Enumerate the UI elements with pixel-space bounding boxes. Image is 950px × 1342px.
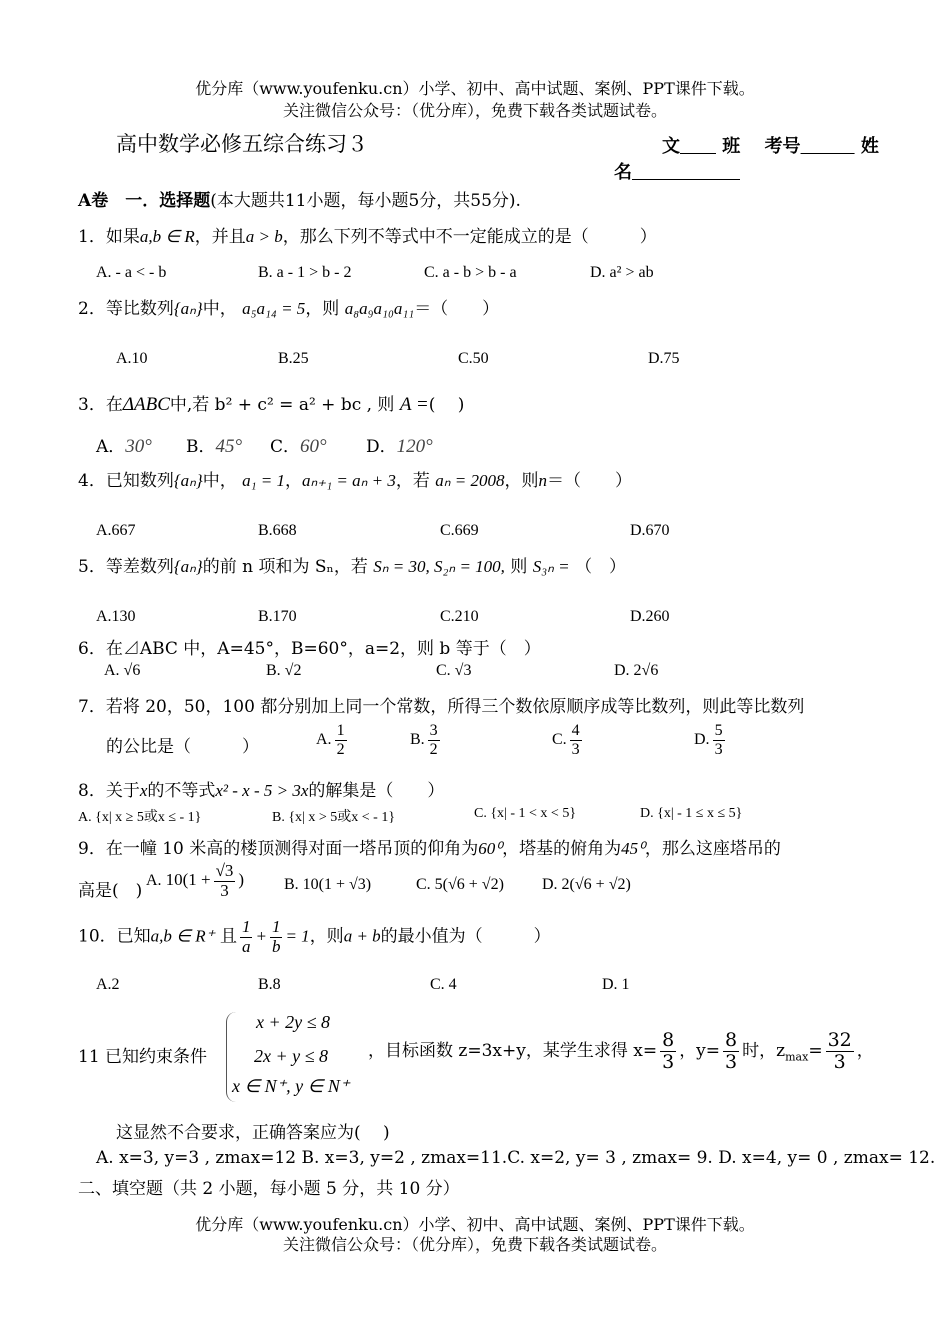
question-1 [78, 222, 657, 247]
q5-math: S₃ₙ = [532, 557, 570, 576]
q7-frac-num: 1 [336, 722, 345, 739]
q1-option-d: D. a² > ab [590, 264, 654, 281]
q3-option-d [366, 432, 433, 458]
q2-math: a₈a₉a₁₀a₁₁ [344, 299, 415, 318]
q11-stem: = [808, 1040, 823, 1061]
q9-option-label: A. [146, 871, 162, 889]
q4-stem: 4．已知数列 [78, 471, 174, 491]
header-line-1: 优分库（www.youfenku.cn）小学、初中、高中试题、案例、PPT课件下载。 [195, 79, 755, 98]
question-8 [78, 776, 444, 801]
q7-option-label: D. [694, 730, 710, 748]
q8-stem: 的解集是（ ） [308, 781, 445, 801]
q7-option-b [410, 722, 443, 758]
info-ban: 班 [722, 136, 741, 157]
q9-option-a [146, 862, 244, 900]
q3-option-a [96, 432, 152, 458]
q10-frac-num: 1 [271, 917, 281, 936]
q10-option-b: B.8 [258, 976, 281, 993]
question-6: 6．在⊿ABC 中，A=45°，B=60°，a=2，则 b 等于（ ） [78, 639, 541, 659]
q5-stem: 则 [510, 557, 528, 577]
q3-math: A = [399, 394, 429, 415]
q8-stem: 8．关于 [78, 781, 140, 801]
q9-frac-den: 3 [220, 880, 229, 900]
q9-option-value: 10(1 + [165, 869, 211, 889]
q3-option-label: C． [270, 437, 301, 457]
section-1-note: (本大题共11小题，每小题5分，共55分). [210, 191, 521, 211]
q6-option-c: C. √3 [436, 662, 472, 679]
q9-frac-num: √3 [215, 861, 234, 880]
q11-frac-den: 3 [725, 1050, 738, 1073]
q3-option-value: 120° [396, 436, 433, 457]
q5-option-b: B.170 [258, 608, 297, 625]
q2-option-c: C.50 [458, 350, 489, 367]
q5-math: Sₙ = 30, S₂ₙ = 100, [373, 557, 505, 576]
q7-frac-num: 3 [429, 722, 438, 739]
q10-stem: ，则 [309, 926, 344, 947]
q7-option-label: A. [316, 730, 332, 748]
footer-line-2: 关注微信公众号：（优分库），免费下载各类试题试卷。 [282, 1235, 667, 1254]
q3-stem: 中,若 b² + c² = a² + bc , 则 [169, 395, 395, 415]
q4-math: a₁ = 1 [242, 471, 285, 490]
q7-frac-den: 3 [571, 740, 580, 758]
q7-option-d [694, 722, 728, 758]
q4-math: aₙ₊₁ = aₙ + 3 [302, 471, 396, 490]
q9-option-b: B. 10(1 + √3) [284, 876, 372, 893]
question-3 [78, 390, 464, 416]
footer-line-1: 优分库（www.youfenku.cn）小学、初中、高中试题、案例、PPT课件下载。 [195, 1215, 755, 1234]
q3-stem: 3．在 [78, 395, 123, 415]
q1-option-a: A. - a < - b [96, 264, 167, 281]
q5-math: {aₙ} [173, 557, 203, 576]
q11-frac-den: 3 [833, 1050, 846, 1073]
student-info [662, 132, 879, 158]
q8-option-c: C. {x| - 1 < x < 5} [474, 806, 577, 821]
q9-stem: ，塔基的俯角为 [502, 839, 622, 859]
q2-math: a₅a₁₄ = 5 [242, 299, 306, 318]
q4-option-a: A.667 [96, 522, 136, 539]
q5-option-c: C.210 [440, 608, 479, 625]
q5-stem: 的前 n 项和为 Sₙ，若 [202, 557, 368, 577]
q7-frac-den: 3 [714, 740, 723, 758]
section-1-title: A卷 一．选择题 [78, 191, 211, 211]
q5-stem: 5．等差数列 [78, 557, 174, 577]
q7-option-a [316, 722, 350, 758]
q11-stem: ，目标函数 z=3x+y，某学生求得 x= [368, 1040, 658, 1061]
q11-frac-den: 3 [662, 1050, 675, 1073]
q4-stem: ，若 [395, 471, 430, 491]
q10-frac-den: b [271, 936, 281, 956]
q9-option-d: D. 2(√6 + √2) [542, 876, 631, 893]
q8-math: x [139, 781, 148, 800]
q2-option-d: D.75 [648, 350, 680, 367]
q3-option-c [270, 432, 327, 458]
q2-stem: 2．等比数列 [78, 299, 174, 319]
question-9-line-1 [78, 834, 781, 859]
q10-option-d: D. 1 [602, 976, 630, 993]
q10-stem: 10．已知 [78, 926, 151, 947]
student-name [614, 158, 740, 184]
q7-frac-num: 5 [714, 722, 723, 739]
q9-math: 60⁰ [478, 839, 503, 858]
q11-frac-num: 8 [725, 1029, 738, 1051]
q9-stem: 9．在一幢 10 米高的楼顶测得对面一塔吊顶的仰角为 [78, 839, 479, 859]
page-title: 高中数学必修五综合练习３ [116, 132, 368, 156]
q11-frac-num: 32 [827, 1029, 852, 1051]
q7-frac-num: 4 [571, 722, 580, 739]
question-2 [78, 294, 499, 319]
q9-math: 45⁰ [621, 839, 645, 858]
q10-frac-den: a [241, 936, 251, 956]
q4-option-c: C.669 [440, 522, 479, 539]
q2-option-b: B.25 [278, 350, 309, 367]
q1-math: a,b ∈ R [139, 227, 195, 246]
q1-stem: ，并且 [194, 227, 246, 247]
q11-constraint-1: x + 2y ≤ 8 [256, 1012, 331, 1032]
q4-math: n [538, 471, 548, 490]
question-11-objective [368, 1030, 874, 1073]
section-2-heading: 二、填空题（共 2 小题，每小题 5 分，共 10 分） [78, 1179, 460, 1199]
question-9-line-2: 高是( ) [78, 881, 143, 901]
q3-option-label: A． [96, 437, 126, 457]
q8-option-b: B. {x| x > 5或x < - 1} [272, 810, 396, 825]
q11-constraint-3: x ∈ N⁺, y ∈ N⁺ [232, 1076, 350, 1096]
question-11-line-2: 这显然不合要求，正确答案应为( ) [116, 1123, 390, 1143]
q4-math: {aₙ} [173, 471, 203, 490]
question-11-options: A. x=3, y=3 , zmax=12 B. x=3, y=2 , zmax=11.C. x=2, y= 3 , zmax= 9. D. x=4, y= 0 , zmax= 12. [96, 1148, 936, 1168]
header-line-2: 关注微信公众号：（优分库），免费下载各类试题试卷。 [282, 101, 667, 120]
q1-math: a > b [245, 227, 283, 246]
q11-constraint-2: 2x + y ≤ 8 [254, 1046, 329, 1066]
q6-option-a: A. √6 [104, 662, 141, 679]
q3-option-value: 60° [300, 436, 327, 457]
q7-frac-den: 2 [336, 740, 345, 758]
q8-math: x² - x - 5 > 3x [215, 781, 309, 800]
q8-option-d: D. {x| - 1 ≤ x ≤ 5} [640, 806, 743, 821]
question-7-line-2: 的公比是（ ） [106, 737, 259, 757]
info-wen: 文 [662, 136, 680, 157]
q5-option-a: A.130 [96, 608, 136, 625]
q10-math: a + b [343, 926, 381, 946]
q4-option-d: D.670 [630, 522, 670, 539]
q10-math: = 1 [285, 926, 310, 946]
q4-stem: ＝（ ） [547, 471, 633, 491]
q4-stem: ，则 [504, 471, 539, 491]
q9-stem: ，那么这座塔吊的 [644, 839, 781, 859]
q10-math: + [255, 926, 267, 946]
q2-math: {aₙ} [173, 299, 203, 318]
question-10 [78, 918, 551, 956]
q10-option-a: A.2 [96, 976, 120, 993]
q6-option-b: B. √2 [266, 662, 302, 679]
q11-stem: ，y= [679, 1040, 721, 1061]
q8-option-a: A. {x| x ≥ 5或x ≤ - 1} [78, 810, 202, 825]
q3-stem: ( ) [428, 395, 465, 415]
q3-option-label: D． [366, 437, 397, 457]
q3-math: ΔABC [122, 394, 170, 415]
question-5 [78, 552, 626, 577]
question-11-label: 11 已知约束条件 [78, 1047, 208, 1067]
q4-stem: 中， [202, 471, 237, 491]
q1-option-b: B. a - 1 > b - 2 [258, 264, 352, 281]
q11-subscript: max [785, 1050, 809, 1064]
q9-option-c: C. 5(√6 + √2) [416, 876, 504, 893]
q1-stem: 1．如果 [78, 227, 140, 247]
q4-stem: ， [285, 471, 302, 491]
q11-stem: 时，z [742, 1040, 786, 1061]
q5-option-d: D.260 [630, 608, 670, 625]
question-4 [78, 466, 632, 491]
q2-stem: ＝（ ） [414, 299, 500, 319]
question-7-line-1: 7．若将 20，50，100 都分别加上同一个常数，所得三个数依原顺序成等比数列，则此等比数列 [78, 697, 805, 717]
info-xing: 姓 [860, 136, 879, 157]
q9-option-value: ) [238, 869, 245, 889]
q5-stem: （ ） [575, 557, 627, 577]
q3-option-b [186, 432, 242, 458]
q3-option-label: B． [186, 437, 216, 457]
q4-math: aₙ = 2008 [435, 471, 505, 490]
q2-stem: 中， [202, 299, 237, 319]
info-ming: 名 [614, 162, 632, 183]
q3-option-value: 30° [125, 436, 152, 457]
q1-stem: ，那么下列不等式中不一定能成立的是（ ） [282, 227, 657, 247]
q7-option-label: C. [552, 730, 567, 748]
q7-option-label: B. [410, 730, 425, 748]
q1-option-c: C. a - b > b - a [424, 264, 517, 281]
q4-option-b: B.668 [258, 522, 297, 539]
q10-frac-num: 1 [241, 917, 251, 936]
q10-stem: 的最小值为（ ） [380, 926, 551, 947]
q10-math: a,b ∈ R⁺ [150, 926, 215, 946]
section-1-heading [78, 186, 521, 211]
q10-option-c: C. 4 [430, 976, 457, 993]
q3-option-value: 45° [215, 436, 243, 457]
q11-frac-num: 8 [662, 1029, 675, 1051]
q2-stem: ，则 [305, 299, 340, 319]
q7-option-c [552, 722, 585, 758]
q8-stem: 的不等式 [147, 781, 216, 801]
q6-option-d: D. 2√6 [614, 662, 659, 679]
q7-frac-den: 2 [429, 740, 438, 758]
q10-stem: 且 [219, 926, 237, 947]
q2-option-a: A.10 [116, 350, 148, 367]
q11-stem: ， [856, 1040, 874, 1061]
info-kaohao: 考号 [764, 136, 801, 157]
